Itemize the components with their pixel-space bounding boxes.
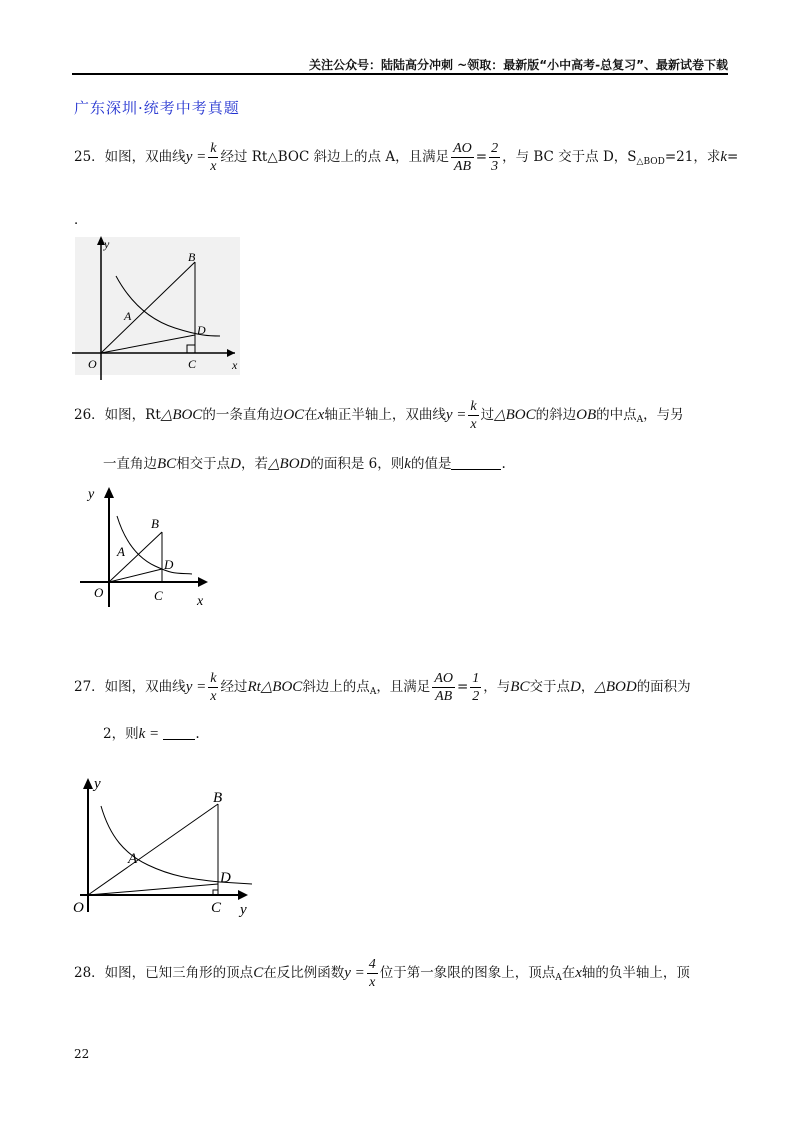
q27-fig-label-y: y bbox=[94, 776, 101, 792]
page-header: 关注公众号：陆陆高分冲刺 ~领取：最新版“小中高考-总复习”、最新试卷下载 bbox=[309, 58, 728, 72]
q26-answer-blank bbox=[451, 457, 501, 470]
q26-fig-label-x: x bbox=[197, 594, 204, 609]
q27-text-line1: 27．如图，双曲线y = $\frac{k}{x}$ 经过Rt△BOC斜边上的点$_A$，且满足 $\frac{AO}{AB}$ = $\frac{1}{2}$ ，与BC交于点D，△BOD的面积为 bbox=[74, 671, 691, 704]
q26-fig-label-y: y bbox=[88, 487, 95, 502]
q25-text: 25．如图，双曲线y = $\frac{k}{x}$ 经过 Rt△BOC 斜边上的点 A，且满足 $\frac{AO}{AB}$ = $\frac{2}{3}$ ，与 BC 交于点 D，$S_{\triangle BOD}=21$，求k= bbox=[74, 141, 739, 174]
q27-text-line2: 2，则k = . bbox=[103, 726, 200, 742]
q25-fig-label-x: x bbox=[232, 358, 238, 372]
q27-answer-blank bbox=[163, 727, 195, 740]
q27-figure bbox=[70, 772, 260, 920]
q25-func-lhs: y = bbox=[185, 149, 207, 165]
q25-fig-label-o: O bbox=[88, 357, 97, 371]
q26-figure bbox=[80, 482, 220, 612]
q27-ratio-frac: $\frac{AO}{AB}$ bbox=[434, 671, 453, 704]
q26-fig-label-a: A bbox=[117, 544, 125, 559]
q26-text-line1: 26．如图，Rt△BOC的一条直角边OC在x轴正半轴上，双曲线y = $\frac{k}{x}$ 过△BOC的斜边OB的中点$_A$，与另 bbox=[74, 399, 684, 432]
q27-fig-label-x: y bbox=[240, 902, 247, 918]
q28-text: 28．如图，已知三角形的顶点C在反比例函数y = $\frac{4}{x}$ 位于第一象限的图象上，顶点$_A$在x轴的负半轴上，顶 bbox=[74, 957, 690, 990]
q25-fig-label-y: y bbox=[104, 237, 110, 251]
q25-func-frac: $\frac{k}{x}$ bbox=[210, 141, 217, 174]
q27-fig-label-a: A bbox=[128, 851, 138, 867]
header-divider bbox=[72, 73, 728, 75]
q25-fig-label-a: A bbox=[124, 309, 132, 323]
q27-value-frac: $\frac{1}{2}$ bbox=[472, 671, 480, 704]
q26-func-frac: $\frac{k}{x}$ bbox=[470, 399, 477, 432]
q27-fig-label-d: D bbox=[220, 870, 231, 886]
q26-fig-label-o: O bbox=[94, 585, 104, 600]
q25-number: 25．如图，双曲线 bbox=[74, 149, 186, 165]
q26-fig-label-c: C bbox=[154, 588, 163, 603]
q25-ratio-frac: $\frac{AO}{AB}$ bbox=[453, 141, 472, 174]
q25-blank: ． bbox=[74, 212, 88, 228]
q27-fig-label-c: C bbox=[211, 900, 222, 916]
page-number: 22 bbox=[74, 1047, 90, 1061]
q25-fig-label-b: B bbox=[188, 250, 196, 264]
q27-fig-label-o: O bbox=[73, 900, 84, 916]
q25-figure bbox=[70, 232, 250, 380]
q27-func-frac: $\frac{k}{x}$ bbox=[210, 671, 217, 704]
q26-fig-label-d: D bbox=[164, 557, 174, 572]
q25-value-frac: $\frac{2}{3}$ bbox=[491, 141, 499, 174]
q26-fig-label-b: B bbox=[151, 516, 159, 531]
q25-fig-label-c: C bbox=[188, 357, 197, 371]
q28-func-frac: $\frac{4}{x}$ bbox=[368, 957, 376, 990]
q27-fig-label-b: B bbox=[213, 790, 223, 806]
section-title: 广东深圳·统考中考真题 bbox=[74, 99, 240, 117]
q26-text-line2: 一直角边BC相交于点D，若△BOD的面积是 6，则k的值是 . bbox=[103, 456, 506, 472]
q25-fig-label-d: D bbox=[197, 323, 206, 337]
